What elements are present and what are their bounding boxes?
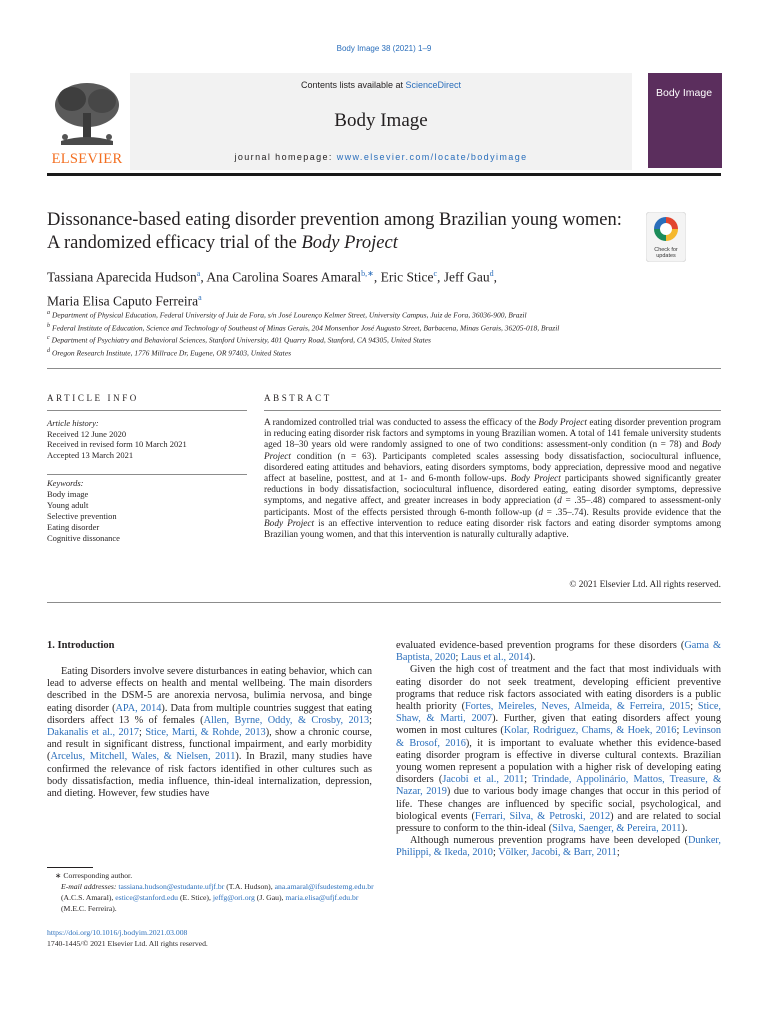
contents-prefix: Contents lists available at [300, 80, 406, 90]
cover-title: Body Image [656, 87, 713, 99]
author-name: Tassiana Aparecida Hudson [47, 269, 197, 285]
paragraph-text: ; [524, 774, 533, 786]
citation-link[interactable]: APA, 2014 [115, 702, 162, 714]
abstract-segment: is an effective intervention to reduce eating disorder risk factors and eating disorder symptoms among Brazilian young women, and that this intervention is naturally culturally adaptive. [264, 518, 721, 541]
abstract-segment: A randomized controlled trial was conducted to assess the efficacy of the [264, 418, 539, 428]
paragraph-text: ). Data from multiple countries suggest that eating disorders affect 13 % of females ( [47, 702, 372, 726]
intro-paragraph [396, 835, 721, 859]
author-affiliation-marker[interactable]: a [196, 269, 201, 278]
abstract-segment: Body Project [510, 474, 561, 485]
history-item: Accepted 13 March 2021 [47, 449, 134, 460]
doi-block [47, 927, 377, 949]
doi-link[interactable]: https://doi.org/10.1016/j.bodyim.2021.03.008 [47, 928, 188, 937]
paragraph-text: ; [492, 847, 499, 859]
publisher-logo-text: ELSEVIER [51, 151, 123, 167]
paragraph-text: ; [676, 725, 683, 737]
citation-link[interactable]: Ferrari, Silva, & Petroski, 2012 [474, 810, 611, 822]
abstract-segment: Body Project [264, 440, 721, 462]
affiliation-item [47, 346, 687, 359]
corresponding-author-note: ∗ Corresponding author. [55, 871, 133, 880]
email-link[interactable]: maria.elisa@ufjf.edu.br [285, 893, 359, 902]
citation-link[interactable]: Levinson & Brosof, 2016 [396, 725, 721, 749]
affiliation-marker: a [47, 310, 50, 316]
affiliation-marker: c [47, 335, 50, 341]
footnote-divider [47, 867, 93, 868]
affiliation-item [47, 308, 687, 321]
abstract-segment: d [557, 496, 562, 507]
citation-link[interactable]: Trindade, Appolinário, Mattos, Treasure, & Nazar, 2019 [396, 774, 721, 798]
journal-homepage-link[interactable]: www.elsevier.com/locate/bodyimage [336, 152, 528, 162]
citation-link[interactable]: Allen, Byrne, Oddy, & Crosby, 2013 [203, 714, 370, 726]
footnotes [47, 870, 377, 914]
email-addresses [47, 881, 377, 914]
article-history [47, 418, 247, 460]
paragraph-text: ; [139, 727, 146, 739]
history-item: Received in revised form 10 March 2021 [47, 439, 187, 449]
history-label: Article history: [47, 418, 99, 428]
intro-paragraph [47, 666, 372, 800]
affiliation-divider [47, 368, 721, 369]
paragraph-text: ; [690, 701, 698, 713]
paragraph-text: ) due to various body image changes that occur in this period of life. These changes are influenced by specific social, psychological, and biological events ( [396, 786, 721, 822]
email-owner: (T.A. Hudson), [224, 882, 275, 891]
affiliation-text: Oregon Research Institute, 1776 Millrace Dr, Eugene, OR 97403, United States [52, 348, 291, 357]
keyword-item: Body image [47, 489, 89, 499]
paragraph-text: ), it is important to evaluate whether this evidence-based eating disorder program is effective in diverse cultural contexts. Brazilian young women represent a population with a higher risk of developing eating disorders ( [396, 737, 721, 786]
affiliation-item [47, 333, 687, 346]
affiliation-item [47, 321, 687, 334]
email-link[interactable]: tassiana.hudson@estudante.ufjf.br [118, 882, 225, 891]
author-name: Ana Carolina Soares Amaral [206, 269, 362, 285]
paragraph-text: ) and are related to social pressure to conform to the thin-ideal ( [396, 810, 722, 835]
citation-link[interactable]: Kolar, Rodriguez, Chams, & Hoek, 2016 [503, 725, 677, 737]
introduction-heading: 1. Introduction [47, 640, 115, 651]
citation-link[interactable]: Laus et al., 2014 [460, 652, 530, 664]
paragraph-text: Although numerous prevention programs have been developed ( [410, 835, 688, 847]
check-for-updates-icon[interactable] [646, 212, 686, 262]
paragraph-text: ). [681, 823, 688, 835]
author-affiliation-marker[interactable]: b,∗ [361, 269, 374, 278]
citation-link[interactable]: Stice, Marti, & Rohde, 2013 [145, 727, 266, 739]
paragraph-text: evaluated evidence-based prevention programs for these disorders ( [396, 640, 685, 651]
journal-homepage-line [130, 152, 632, 162]
paragraph-text: ; [455, 652, 461, 664]
sciencedirect-link[interactable]: ScienceDirect [405, 80, 462, 90]
email-owner: (M.E.C. Ferreira). [61, 904, 117, 913]
citation-link[interactable]: Stice, Shaw, & Marti, 2007 [396, 701, 722, 725]
abstract-segment: d [538, 507, 543, 518]
author-separator: , [493, 269, 498, 285]
affiliation-text: Federal Institute of Education, Science and Technology of Southeast of Minas Gerais, 204 Monsenhor José Augusto Street, Barbacena, Minas Gerais, 36205-018, Brazil [52, 323, 560, 332]
paragraph-text: ). In Brazil, many studies have confirmed the relevance of risk factors identified in other cultures such as body dissatisfaction, media influence, thin-ideal internalization, depression, and dieting. However, few studies have [47, 751, 373, 800]
paragraph-text: ; [369, 714, 373, 726]
author-affiliation-marker[interactable]: c [433, 269, 438, 278]
affiliation-marker: d [47, 347, 50, 354]
abstract-bottom-divider [47, 602, 721, 603]
affiliations [47, 308, 687, 358]
citation-link[interactable]: Fortes, Meireles, Neves, Almeida, & Ferreira, 2015 [465, 701, 691, 713]
article-info-heading: ARTICLE INFO [47, 393, 139, 403]
abstract-segment: = .35–.74). Results provide evidence that the [543, 507, 722, 518]
paragraph-text: Given the high cost of treatment and the fact that most individuals with eating disorder do not seek treatment, developing efficient preventive programs that reduce risk factors associated with eating disorders is a public health priority ( [396, 664, 721, 713]
citation-link[interactable]: Jacobi et al., 2011 [442, 774, 525, 786]
paragraph-text: ; [616, 847, 620, 859]
header-divider [47, 173, 721, 176]
article-info-divider [47, 410, 247, 411]
affiliation-text: Department of Psychiatry and Behavioral Sciences, Stanford University, 401 Quarry Road, Stanford, CA 94305, United States [51, 335, 431, 345]
citation-link[interactable]: Dakanalis et al., 2017 [47, 727, 140, 739]
abstract-divider [264, 410, 721, 411]
badge-line1: Check for [654, 247, 678, 253]
citation-link[interactable]: Völker, Jacobi, & Barr, 2011 [498, 847, 617, 859]
history-item: Received 12 June 2020 [47, 428, 127, 439]
keywords-label: Keywords: [47, 478, 84, 488]
paragraph-text: Eating Disorders involve severe disturbances in eating behavior, which can lead to adverse effects on health and mental wellbeing. The main disorders described in the DSM-5 are anorexia nervosa, bulimia nervosa, and binge eating disorder ( [47, 666, 372, 714]
keyword-item: Cognitive dissonance [47, 533, 120, 543]
email-owner: (J. Gau), [254, 893, 286, 902]
keyword-item: Young adult [47, 500, 89, 510]
keyword-item: Selective prevention [47, 511, 117, 521]
intro-column-right [396, 640, 721, 860]
author-affiliation-marker[interactable]: d [489, 269, 494, 278]
citation-link[interactable]: Arcelus, Mitchell, Wales, & Nielsen, 2011 [50, 751, 236, 763]
author-separator: , [373, 269, 381, 285]
citation-link[interactable]: Gama & Baptista, 2020 [396, 640, 721, 664]
abstract-segment: = .35–.48) compared to assessment-only participants. Most of the effects persisted through 6-month follow-up ( [264, 496, 721, 518]
article-title [47, 209, 637, 255]
contents-line [130, 80, 632, 90]
intro-paragraph [396, 640, 721, 664]
paragraph-text: ). Further, given that eating disorders affect young women in most cultures ( [396, 713, 721, 737]
abstract-text [264, 418, 721, 541]
email-label: E-mail addresses: [61, 882, 119, 891]
author-name: Maria Elisa Caputo Ferreira [47, 293, 199, 308]
abstract-segment: eating disorder prevention program in reducing eating disorder risk factors and symptoms in young Brazilian women. A total of 141 female university students aged 18–30 years old were randomly assigned to one of two conditions: assessment-only condition (n = 78) and [264, 418, 721, 451]
author-affiliation-marker[interactable]: a [198, 292, 202, 302]
article-title-main: Dissonance-based eating disorder prevention among Brazilian young women: A randomized efficacy trial of the [47, 210, 622, 253]
citation-link[interactable]: Dunker, Philippi, & Ikeda, 2010 [396, 835, 721, 859]
issn-copyright: 1740-1445/© 2021 Elsevier Ltd. All rights reserved. [47, 939, 208, 948]
paragraph-text: ), show a chronic course, and result in significant distress, functional impairment, and early morbidity ( [47, 727, 373, 763]
abstract-segment: participants showed significantly greater reductions in body dissatisfaction, sociocultural influence, disordered eating, eating disorder symptoms, depressive symptoms, and negative affect, and greater increases in body appreciation ( [264, 474, 721, 507]
intro-column-left [47, 666, 372, 800]
author-list [47, 264, 667, 311]
abstract-copyright: © 2021 Elsevier Ltd. All rights reserved. [569, 580, 721, 590]
badge-line2: updates [656, 253, 676, 259]
email-link[interactable]: jeffg@ori.org [212, 893, 255, 902]
citation-link[interactable]: Silva, Saenger, & Pereira, 2011 [552, 823, 682, 835]
keywords-divider [47, 474, 247, 475]
author-separator: , [437, 269, 444, 285]
homepage-prefix: journal homepage: [234, 152, 337, 162]
abstract-segment: Body Project [264, 518, 315, 529]
affiliation-text: Department of Physical Education, Federal University of Juiz de Fora, s/n José Lourenço Kelmer Street, University Campus, Juiz de Fora, 36036-900, Brazil [52, 310, 527, 320]
author-separator: , [200, 269, 207, 285]
email-link[interactable]: ana.amaral@ifsudestemg.edu.br [274, 882, 374, 891]
intro-paragraph [396, 664, 721, 835]
keyword-item: Eating disorder [47, 522, 100, 532]
affiliation-marker: b [47, 322, 50, 329]
journal-citation[interactable]: Body Image 38 (2021) 1–9 [336, 44, 432, 53]
keywords [47, 478, 247, 544]
email-link[interactable]: estice@stanford.edu [115, 893, 179, 902]
email-owner: (A.C.S. Amaral), [61, 893, 116, 902]
article-title-italic: Body Project [301, 233, 398, 253]
email-owner: (E. Stice), [178, 893, 213, 902]
abstract-segment: Body Project [538, 418, 587, 428]
paragraph-text: ). [529, 652, 536, 664]
author-name: Jeff Gau [443, 269, 490, 285]
author-name: Eric Stice [380, 269, 434, 285]
abstract-heading: ABSTRACT [264, 393, 332, 403]
journal-name: Body Image [334, 110, 428, 131]
abstract-segment: condition (n = 63). Participants completed scales assessing body dissatisfaction, sociocultural influence, disordered eating attitudes and behaviors, eating disorders symptoms, body appreciation, depressive mood and negative affect at baseline, posttest, and at 1- and 6-month follow-ups. [264, 451, 721, 485]
